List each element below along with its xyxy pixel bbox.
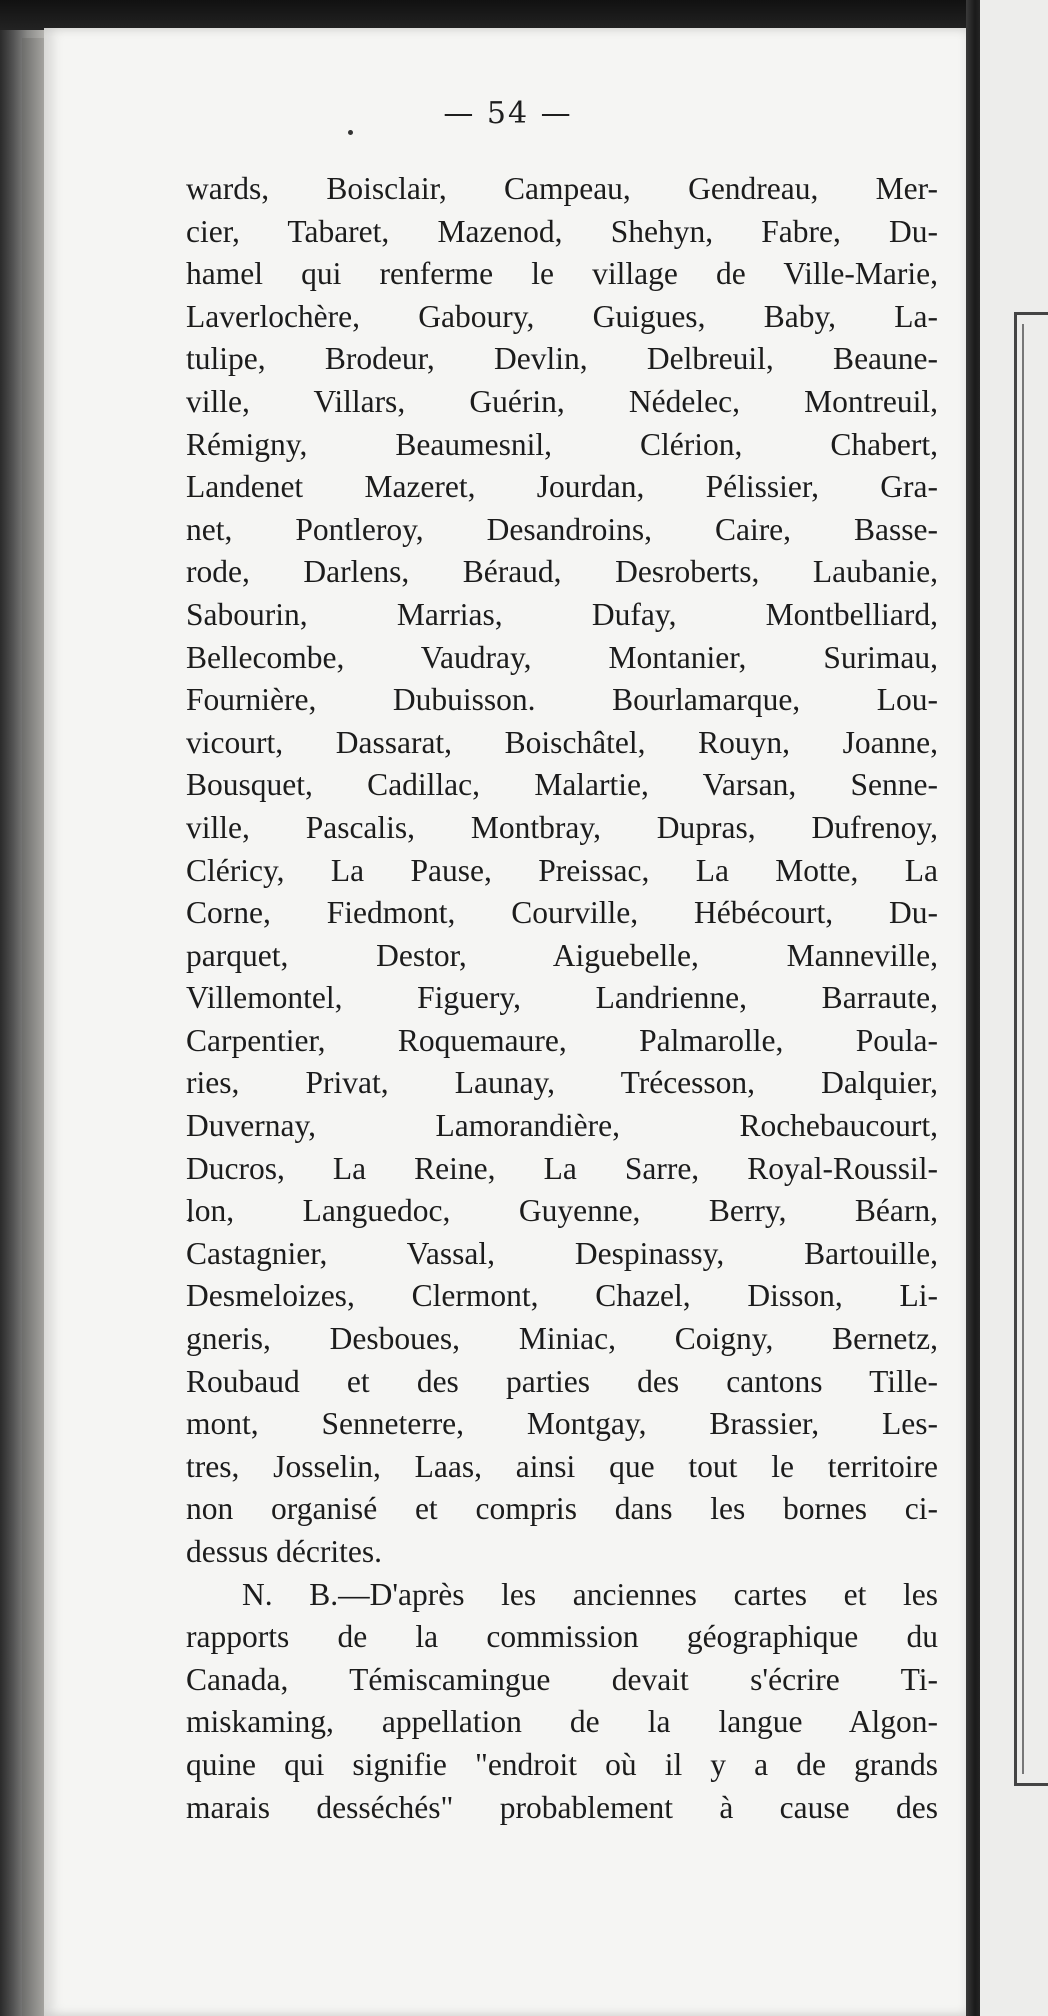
text-line: mont, Senneterre, Montgay, Brassier, Les- — [186, 1406, 938, 1442]
paragraph-nota-bene — [186, 1574, 938, 1830]
text-line: Desmeloizes, Clermont, Chazel, Disson, Li- — [186, 1278, 938, 1314]
text-line: marais desséchés" probablement à cause des — [186, 1789, 938, 1825]
text-line: Landenet Mazeret, Jourdan, Pélissier, Gra- — [186, 469, 938, 505]
text-line: ville, Pascalis, Montbray, Dupras, Dufrenoy, — [186, 809, 938, 845]
text-line: tres, Josselin, Laas, ainsi que tout le territoire — [186, 1448, 938, 1484]
text-line: tulipe, Brodeur, Devlin, Delbreuil, Beaune- — [186, 341, 938, 377]
text-line: dessus décrites. — [186, 1534, 382, 1569]
text-line: Carpentier, Roquemaure, Palmarolle, Poula- — [186, 1022, 938, 1058]
paragraph-township-list — [186, 168, 938, 1574]
text-line: vicourt, Dassarat, Boischâtel, Rouyn, Joanne, — [186, 724, 938, 760]
text-line: hamel qui renferme le village de Ville-Marie, — [186, 256, 938, 292]
text-line: lon, Languedoc, Guyenne, Berry, Béarn, — [186, 1193, 938, 1229]
text-line: Rémigny, Beaumesnil, Clérion, Chabert, — [186, 426, 938, 462]
text-line: Villemontel, Figuery, Landrienne, Barraute, — [186, 980, 938, 1016]
text-line: Bellecombe, Vaudray, Montanier, Surimau, — [186, 639, 938, 675]
text-line: quine qui signifie "endroit où il y a de grands — [186, 1746, 938, 1782]
text-line: non organisé et compris dans les bornes ci- — [186, 1491, 938, 1527]
text-line: Castagnier, Vassal, Despinassy, Bartouille, — [186, 1235, 938, 1271]
text-line: Canada, Témiscamingue devait s'écrire Ti- — [186, 1661, 938, 1697]
text-line: Fournière, Dubuisson. Bourlamarque, Lou- — [186, 682, 938, 718]
text-line: Sabourin, Marrias, Dufay, Montbelliard, — [186, 596, 938, 632]
page-number: — 54 — — [443, 96, 573, 131]
text-line: net, Pontleroy, Desandroins, Caire, Basse- — [186, 511, 938, 547]
text-line: Roubaud et des parties des cantons Tille- — [186, 1363, 938, 1399]
text-line: ries, Privat, Launay, Trécesson, Dalquier, — [186, 1065, 938, 1101]
text-line: Bousquet, Cadillac, Malartie, Varsan, Senne- — [186, 767, 938, 803]
text-line: Cléricy, La Pause, Preissac, La Motte, La — [186, 852, 938, 888]
text-line: Corne, Fiedmont, Courville, Hébécourt, Du- — [186, 895, 938, 931]
text-line: wards, Boisclair, Campeau, Gendreau, Mer- — [186, 171, 938, 206]
text-line: Duvernay, Lamorandière, Rochebaucourt, — [186, 1108, 938, 1144]
text-line: gneris, Desboues, Miniac, Coigny, Bernetz, — [186, 1321, 938, 1357]
facing-page-inner-frame — [1022, 324, 1048, 1774]
text-line: cier, Tabaret, Mazenod, Shehyn, Fabre, Du- — [186, 213, 938, 249]
text-line: rapports de la commission géographique du — [186, 1619, 938, 1655]
text-line: Ducros, La Reine, La Sarre, Royal-Roussil- — [186, 1150, 938, 1186]
text-line: ville, Villars, Guérin, Nédelec, Montreuil, — [186, 383, 938, 419]
text-line: parquet, Destor, Aiguebelle, Manneville, — [186, 937, 938, 973]
body-text — [186, 168, 938, 1829]
text-line: Laverlochère, Gaboury, Guigues, Baby, La- — [186, 298, 938, 334]
page-stack-edge — [22, 38, 46, 2016]
text-line: N. B.—D'après les anciennes cartes et les — [242, 1576, 938, 1612]
text-line: miskaming, appellation de la langue Algon- — [186, 1704, 938, 1740]
text-line: rode, Darlens, Béraud, Desroberts, Laubanie, — [186, 554, 938, 590]
